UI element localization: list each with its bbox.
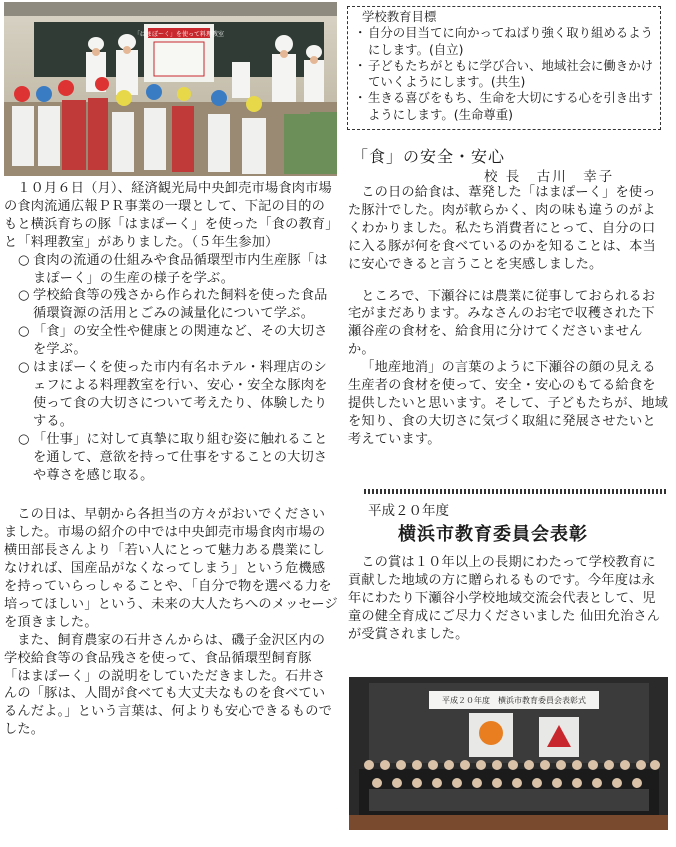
purpose-item <box>18 359 338 431</box>
intro-paragraph: １０月６日（月）、経済観光局中央卸売市場食肉市場の食肉流通広報ＰＲ事業の一環として、下記の目的のもと横浜育ちの豚「はまぽーく」を使った「食の教育」と「料理教室」がありました。（５年生参加） <box>4 181 333 250</box>
safety-section-title: 「食」の安全・安心 <box>352 147 506 166</box>
goal-item <box>354 25 654 58</box>
item-text: 食肉の流通の仕組みや食品循環型市内生産豚「はまぽーく」の生産の様子を学ぶ。 <box>33 252 328 286</box>
purpose-item <box>18 323 338 359</box>
left-article <box>4 180 338 739</box>
item-text: はまぽーくを使った市内有名ホテル・料理店のシェフによる料理教室を行い、安心・安全な豚肉を使って食の大切さについて考えたり、体験したりする。 <box>33 360 328 429</box>
local-produce-paragraph: 「地産地消」の言葉のように下瀬谷の顔の見える生産者の食材を使って、安全・安心のもてる給食を提供したいと思います。そして、子どもたちが、地域を知り、食の大切さに気づく取組に発展させたいと考えています。 <box>348 360 668 447</box>
ceremony-banner-text: 平成２０年度 横浜市教育委員会表彰式 <box>442 696 586 705</box>
purpose-item <box>18 431 338 485</box>
goal-marker: ・ <box>354 25 367 41</box>
morning-paragraph: この日は、早朝から各担当の方々がおいでくださいました。市場の紹介の中では中央卸売市場食肉市場の横田部長さんより「若い人にとって魅力ある農業にしなければ、国産品がなくなってしまう」という危機感を持っていらっしゃることや、「自分で物を選べる力を培ってほしい」という、未来の大人たちへのメッセージを頂きました。 <box>4 507 338 630</box>
award-paragraph: この賞は１０年以上の長期にわたって学校教育に貢献した地域の方に贈られるものです。今年度は永年にわたり下瀬谷小学校地域交流会代表として、児童の健全育成にご尽力くださいました 仙田允治さんが受賞されました。 <box>348 555 661 642</box>
award-title: 横浜市教育委員会表彰 <box>398 524 588 545</box>
goal-marker: ・ <box>354 90 367 106</box>
banner-text: 「はまぽーく」を使って料理教室 <box>133 31 225 38</box>
cooking-class-photo <box>4 2 337 176</box>
goal-item <box>354 90 654 123</box>
goal-text: 自分の目当てに向かってねばり強く取り組めるようにします。(自立) <box>368 25 653 57</box>
award-article <box>348 554 668 644</box>
section-divider <box>364 489 666 494</box>
goal-item <box>354 58 654 91</box>
purpose-item <box>18 287 338 323</box>
goal-text: 生きる喜びをもち、生命を大切にする心を引き出すようにします。(生命尊重) <box>368 90 653 122</box>
item-marker: ○ <box>18 252 30 268</box>
item-text: 「仕事」に対して真摯に取り組む姿に触れることを通して、意欲を持って仕事をすることの大切さや尊さを感じ取る。 <box>33 431 328 483</box>
principal-byline: 校 長 古川 幸子 <box>484 169 615 185</box>
item-marker: ○ <box>18 324 30 340</box>
award-year: 平成２０年度 <box>368 503 449 519</box>
goals-title: 学校教育目標 <box>362 9 437 24</box>
farmers-paragraph: ところで、下瀬谷には農業に従事しておられるお宅がまだあります。みなさんのお宅で収穫された下瀬谷産の食材を、給食用に分けてくださいませんか。 <box>348 288 656 358</box>
safety-article <box>348 184 668 449</box>
item-marker: ○ <box>18 360 30 376</box>
goal-text: 子どもたちがともに学び合い、地域社会に働きかけていくようにします。(共生) <box>368 57 653 90</box>
farmer-paragraph: また、飼育農家の石井さんからは、磯子金沢区内の学校給食等の食品残さを使って、食品循環型飼育豚「はまぽーく」の説明をしていただきました。石井さんの「豚は、人間が食べても大丈夫なものを食べているんだよ。」という言葉は、何よりも安心できるものでした。 <box>4 632 333 738</box>
school-goals-box <box>347 6 661 130</box>
purpose-item <box>18 252 338 288</box>
item-marker: ○ <box>18 288 30 304</box>
award-ceremony-photo <box>349 677 668 830</box>
item-text: 「食」の安全性や健康との関連など、その大切さを学ぶ。 <box>33 324 328 358</box>
item-text: 学校給食等の残さから作られた飼料を使った食品循環資源の活用とごみの減量化について学ぶ。 <box>33 288 328 322</box>
lunch-paragraph: この日の給食は、葦発した「はまぽーく」を使った豚汁でした。肉が軟らかく、肉の味も違うのがよくわかりました。私たち消費者にとって、自分の口に入る豚が何を食べているのかを知ることは、本当に安心できると言うことを実感しました。 <box>348 185 656 272</box>
goal-marker: ・ <box>354 57 367 73</box>
item-marker: ○ <box>18 431 30 447</box>
